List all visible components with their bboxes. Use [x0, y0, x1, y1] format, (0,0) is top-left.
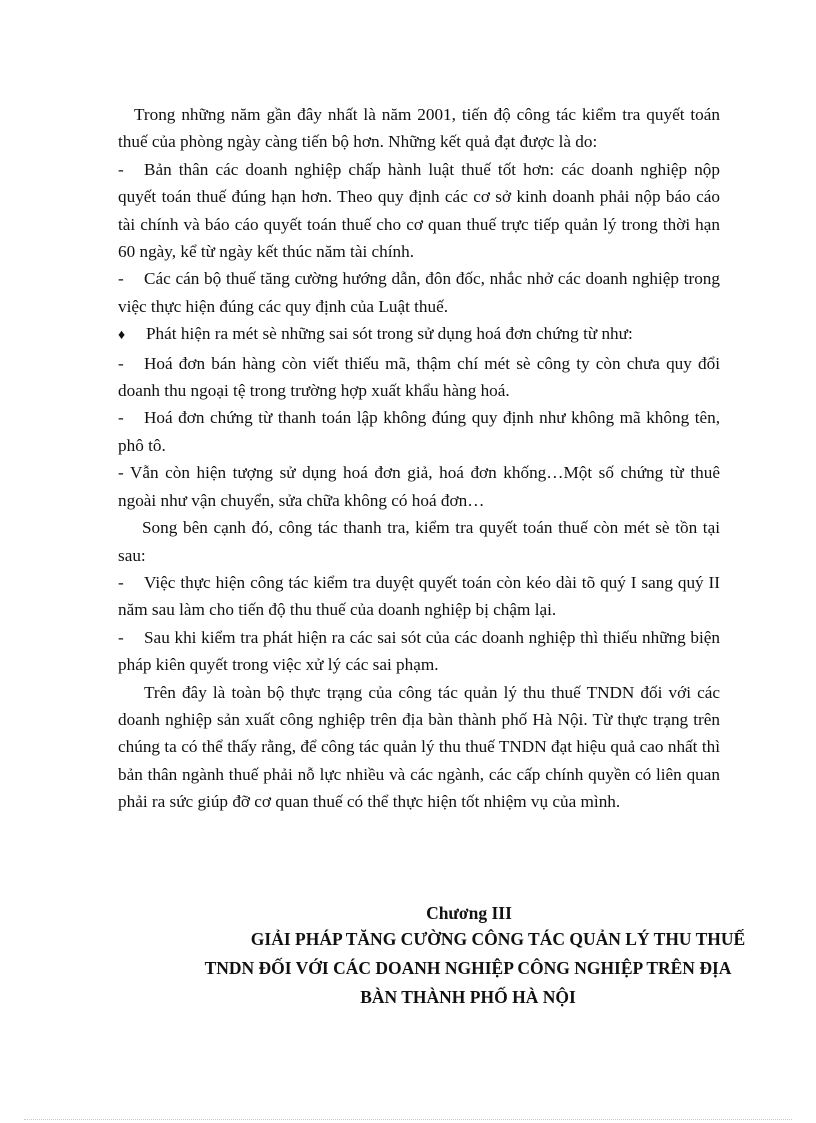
- dash-marker: -: [118, 269, 124, 289]
- dash-marker: -: [118, 408, 124, 428]
- list-item: [118, 156, 720, 266]
- chapter-title: [118, 925, 816, 1012]
- list-item: [118, 624, 720, 679]
- bullet-item-text: Phát hiện ra mét sè những sai sót trong sử dụng hoá đơn chứng từ như:: [146, 324, 633, 344]
- list-item-text: Sau khi kiểm tra phát hiện ra các sai sót của các doanh nghiệp thì thiếu những biện pháp kiên quyết trong việc xử lý các sai phạm.: [118, 627, 720, 675]
- page-bottom-divider: [24, 1119, 792, 1120]
- diamond-bullet-icon: ♦: [118, 328, 126, 344]
- list-item-text: Việc thực hiện công tác kiểm tra duyệt quyết toán còn kéo dài tõ quý I sang quý II năm sau làm cho tiến độ thu thuế của doanh nghiệp bị chậm lại.: [118, 572, 720, 620]
- chapter-title-line-2: TNDN ĐỐI VỚI CÁC DOANH NGHIỆP CÔNG NGHIỆP TRÊN ĐỊA: [204, 958, 732, 978]
- chapter-title-line-1: GIẢI PHÁP TĂNG CƯỜNG CÔNG TÁC QUẢN LÝ THU THUẾ: [250, 929, 746, 949]
- chapter-label: Chương III: [426, 903, 512, 923]
- dash-marker: -: [118, 353, 124, 373]
- dash-marker: -: [118, 572, 124, 592]
- paragraph-plain: - Vẫn còn hiện tượng sử dụng hoá đơn giả, hoá đơn khống…Một số chứng từ thuê ngoài như vận chuyển, sửa chữa không có hoá đơn…: [118, 463, 720, 510]
- list-item: [118, 350, 720, 405]
- dash-marker: -: [118, 159, 124, 179]
- list-item: [118, 404, 720, 459]
- bullet-item: [118, 320, 720, 349]
- list-item-text: Hoá đơn bán hàng còn viết thiếu mã, thậm chí mét sè công ty còn chưa quy đổi doanh thu ngoại tệ trong trường hợp xuất khẩu hàng hoá.: [118, 353, 720, 401]
- list-item-text: Hoá đơn chứng từ thanh toán lập không đúng quy định như không mã không tên, phô tô.: [118, 408, 720, 455]
- list-item: [118, 265, 720, 320]
- paragraph-transition: Song bên cạnh đó, công tác thanh tra, kiểm tra quyết toán thuế còn mét sè tồn tại sau:: [118, 518, 720, 565]
- list-item: [118, 569, 720, 624]
- paragraph-conclusion: Trên đây là toàn bộ thực trạng của công tác quản lý thu thuế TNDN đối với các doanh nghiệp sản xuất công nghiệp trên địa bàn thành phố Hà Nội. Từ thực trạng trên chúng ta có thể thấy rằng, để công tác quản lý thu thuế TNDN đạt hiệu quả cao nhất thì bản thân ngành thuế phải nỗ lực nhiều và các ngành, các cấp chính quyền có liên quan phải ra sức giúp đỡ cơ quan thuế có thể thực hiện tốt nhiệm vụ của mình.: [118, 682, 720, 812]
- dash-marker: -: [118, 627, 124, 647]
- list-item-text: Các cán bộ thuế tăng cường hướng dẫn, đôn đốc, nhắc nhở các doanh nghiệp trong việc thực hiện đúng các quy định của Luật thuế.: [118, 269, 720, 316]
- body-text: [118, 101, 720, 816]
- chapter-title-line-3: BÀN THÀNH PHỐ HÀ NỘI: [360, 987, 576, 1007]
- list-item-text: Bản thân các doanh nghiệp chấp hành luật thuế tốt hơn: các doanh nghiệp nộp quyết toán thuế đúng hạn hơn. Theo quy định các cơ sở kinh doanh phải nộp báo cáo tài chính và báo cáo quyết toán thuế cho cơ quan thuế trực tiếp quản lý trong thời hạn 60 ngày, kể từ ngày kết thúc năm tài chính.: [118, 159, 720, 262]
- paragraph-intro: Trong những năm gần đây nhất là năm 2001, tiến độ công tác kiểm tra quyết toán thuế của phòng ngày càng tiến bộ hơn. Những kết quả đạt được là do:: [118, 105, 720, 152]
